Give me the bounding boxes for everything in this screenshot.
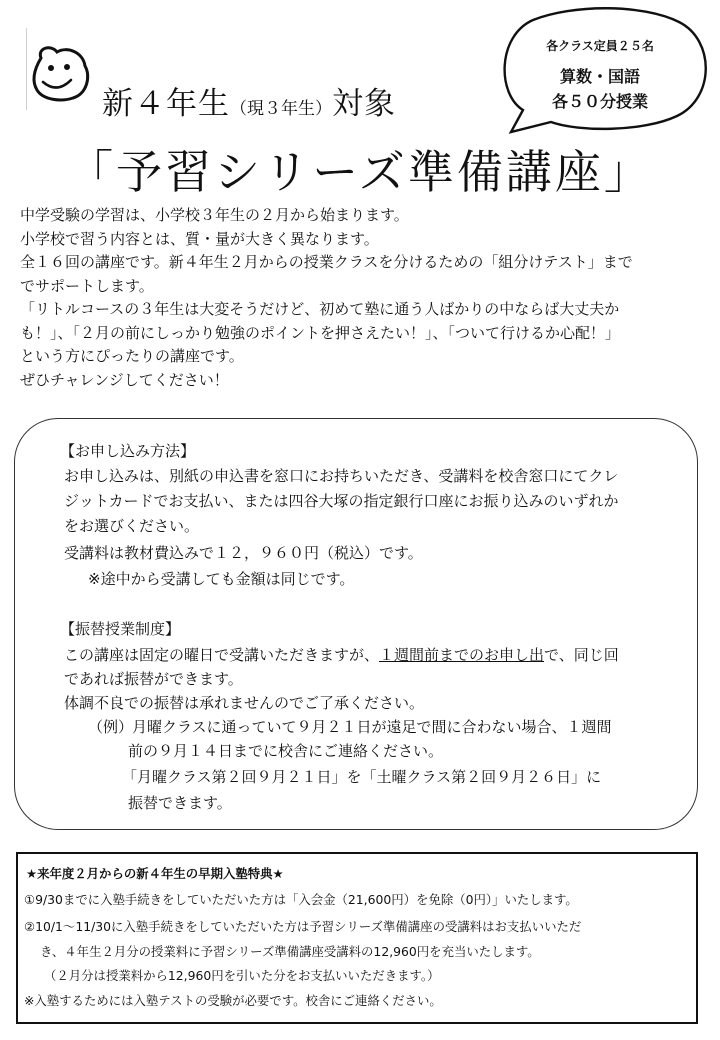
benefit-line: ①9/30までに入塾手続きをしていただいた方は「入会金（21,600円）を免除（0円）」いたします。 <box>24 892 578 907</box>
intro-line: ぜひチャレンジしてください！ <box>20 370 229 389</box>
intro-line: という方にぴったりの講座です。 <box>20 347 244 365</box>
transfer-line-1 <box>64 644 619 665</box>
target-heading <box>102 78 396 123</box>
bubble-duration: 各５０分授業 <box>551 92 648 111</box>
intro-line: でサポートします。 <box>20 276 154 295</box>
transfer-heading: 【振替授業制度】 <box>60 620 181 638</box>
apply-line: お申し込みは、別紙の申込書を窓口にお持ちいただき、受講料を校舎窓口にてクレ <box>64 467 619 485</box>
transfer-line-2: であれば振替ができます。 <box>64 670 243 688</box>
apply-note: ※途中から受講しても金額は同じです。 <box>88 570 355 588</box>
transfer-line-1-post: で、同じ回 <box>544 646 619 664</box>
apply-line: をお選びください。 <box>64 517 200 535</box>
benefit-line: （２月分は授業料から12,960円を引いた分をお支払いいただきます。） <box>44 968 440 983</box>
example-line: 前の９月１４日までに校舎にご連絡ください。 <box>128 742 444 760</box>
intro-line: 中学受験の学習は、小学校３年生の２月から始まります。 <box>20 206 409 224</box>
example-line: 振替できます。 <box>128 794 232 812</box>
intro-line: も！」、「２月の前にしっかり勉強のポイントを押さえたい！」、「ついて行けるか心配！」 <box>20 323 621 342</box>
transfer-line-3: 体調不良での振替は承れませんのでご了承ください。 <box>64 694 425 712</box>
apply-fee: 受講料は教材費込みで１２，９６０円（税込）です。 <box>64 544 423 562</box>
bubble-subjects: 算数・国語 <box>559 67 640 86</box>
heading-main: 新４年生 <box>102 86 230 122</box>
benefit-line: ②10/1～11/30に入塾手続きをしていただいた方は予習シリーズ準備講座の受講料はお支払いいただ <box>24 919 582 934</box>
apply-line: ジットカードでお支払い、または四谷大塚の指定銀行口座にお振り込みのいずれか <box>64 492 619 510</box>
apply-heading: 【お申し込み方法】 <box>60 442 196 460</box>
heading-paren: （現３年生） <box>230 99 332 119</box>
intro-line: 小学校で習う内容とは、質・量が大きく異なります。 <box>20 229 379 248</box>
transfer-line-1-pre: この講座は固定の曜日で受講いただきますが、 <box>64 646 380 664</box>
example-line: 「月曜クラス第２回９月２１日」を「土曜クラス第２回９月２６日」に <box>122 768 602 786</box>
intro-line: 「リトルコースの３年生は大変そうだけど、初めて塾に通う人ばかりの中ならば大丈夫か <box>20 300 620 318</box>
example-line: 月曜クラスに通っていて９月２１日が遠足で間に合わない場合、１週間 <box>132 718 612 736</box>
benefits-title: ★来年度２月からの新４年生の早期入塾特典★ <box>26 866 284 881</box>
example-label: （例） <box>88 718 134 736</box>
mascot-logo-icon <box>27 40 95 108</box>
intro-text <box>20 204 710 392</box>
heading-tail: 対象 <box>332 86 396 122</box>
benefit-line: ※入塾するためには入塾テストの受験が必要です。校舎にご連絡ください。 <box>24 993 442 1008</box>
bubble-capacity: 各クラス定員２５名 <box>546 39 654 53</box>
deadline-underline-text: １週間前までのお申し出 <box>379 646 545 664</box>
intro-line: 全１６回の講座です。新４年生２月からの授業クラスを分けるための「組分けテスト」まで <box>20 253 633 271</box>
benefit-line: き、４年生２月分の授業料に予習シリーズ準備講座受講料の12,960円を充当いたします。 <box>40 944 540 959</box>
course-title: 「予習シリーズ準備講座」 <box>67 145 653 199</box>
